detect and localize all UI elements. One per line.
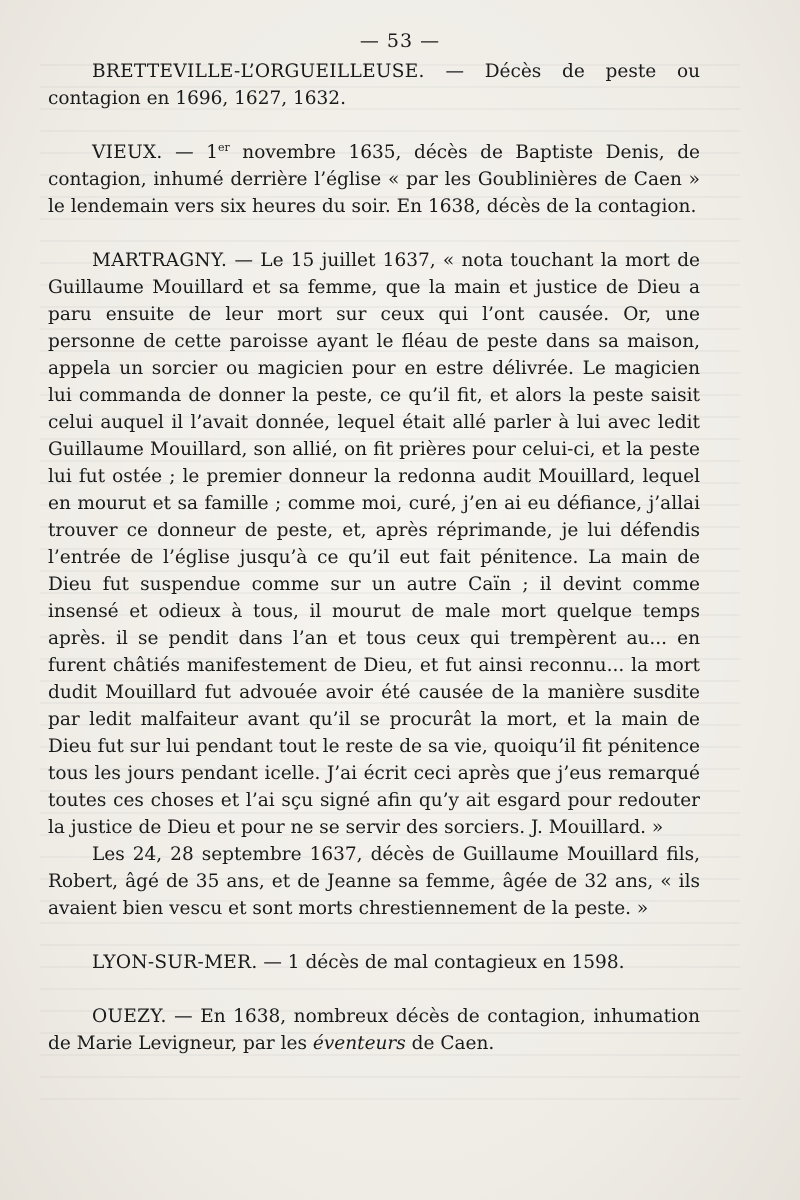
place-name: LYON-SUR-MER. [92,952,258,973]
paragraph-text: — En 1638, nombreux décès de contagion, inhumation de Marie Levigneur, par les [48,1006,700,1054]
page-number: — 53 — [359,30,441,52]
italic-term: éventeurs [312,1033,406,1054]
place-name: VIEUX. [92,142,163,163]
paragraph-mouillard-deaths [48,841,700,922]
paragraph-martragny [48,247,700,841]
paragraph-ouezy [48,1003,700,1057]
paragraph-text: — 1 décès de mal contagieux en 1598. [257,952,625,973]
paragraph-text: — Décès de peste ou contagion en 1696, 1627, 1632. [48,61,700,109]
paragraph-lyon-sur-mer [48,949,700,976]
paragraph-text: de Caen. [405,1033,495,1054]
paragraph-text: novembre 1635, décès de Baptiste Denis, de contagion, inhumé derrière l’église « par les Goublinières de Caen » le lendemain vers six heures du soir. En 1638, décès de la contagion. [48,142,700,217]
paragraph-text: — 1 [162,142,218,163]
body-text [48,58,700,1057]
place-name: MARTRAGNY. [92,250,228,271]
paragraph-vieux [48,139,700,220]
paragraph-bretteville [48,58,700,112]
place-name: BRETTEVILLE-L’ORGUEILLEUSE. [92,61,425,82]
paragraph-text: Les 24, 28 septembre 1637, décès de Guillaume Mouillard fils, Robert, âgé de 35 ans, et de Jeanne sa femme, âgée de 32 ans, « ils avaient bien vescu et sont morts chrestiennement de la peste. » [48,844,700,919]
paragraph-text: — Le 15 juillet 1637, « nota touchant la mort de Guillaume Mouillard et sa femme, que la main et justice de Dieu a paru ensuite de leur mort sur ceux qui l’ont causée. Or, une personne de cette paroisse ayant le fléau de peste dans sa maison, appela un sorcier ou magicien pour en estre délivrée. Le magicien lui commanda de donner la peste, ce qu’il fit, et alors la peste saisit celui auquel il l’avait donnée, lequel était allé parler à lui avec ledit Guillaume Mouillard, son allié, on fit prières pour celui-ci, et la peste lui fut ostée ; le premier donneur la redonna audit Mouillard, lequel en mourut et sa famille ; comme moi, curé, j’en ai eu défiance, j’allai trouver ce donneur de peste, et, après réprimande, je lui défendis l’entrée de l’église jusqu’à ce qu’il eut fait pénitence. La main de Dieu fut suspendue comme sur un autre Caïn ; il devint comme insensé et odieux à tous, il mourut de male mort quelque temps après. il se pendit dans l’an et tous ceux qui trempèrent au... en furent châtiés manifestement de Dieu, et fut ainsi reconnu... la mort dudit Mouillard fut advouée avoir été causée de la manière susdite par ledit malfaiteur avant qu’il se procurât la mort, et la main de Dieu fut sur lui pendant tout le reste de sa vie, quoiqu’il fit pénitence tous les jours pendant icelle. J’ai écrit ceci après que j’eus remarqué toutes ces choses et l’ai sçu signé afin qu’y ait esgard pour redouter la justice de Dieu et pour ne se servir des sorciers. J. Mouillard. » [48,250,700,838]
place-name: OUEZY. [92,1006,167,1027]
ordinal-superscript: er [217,140,230,154]
